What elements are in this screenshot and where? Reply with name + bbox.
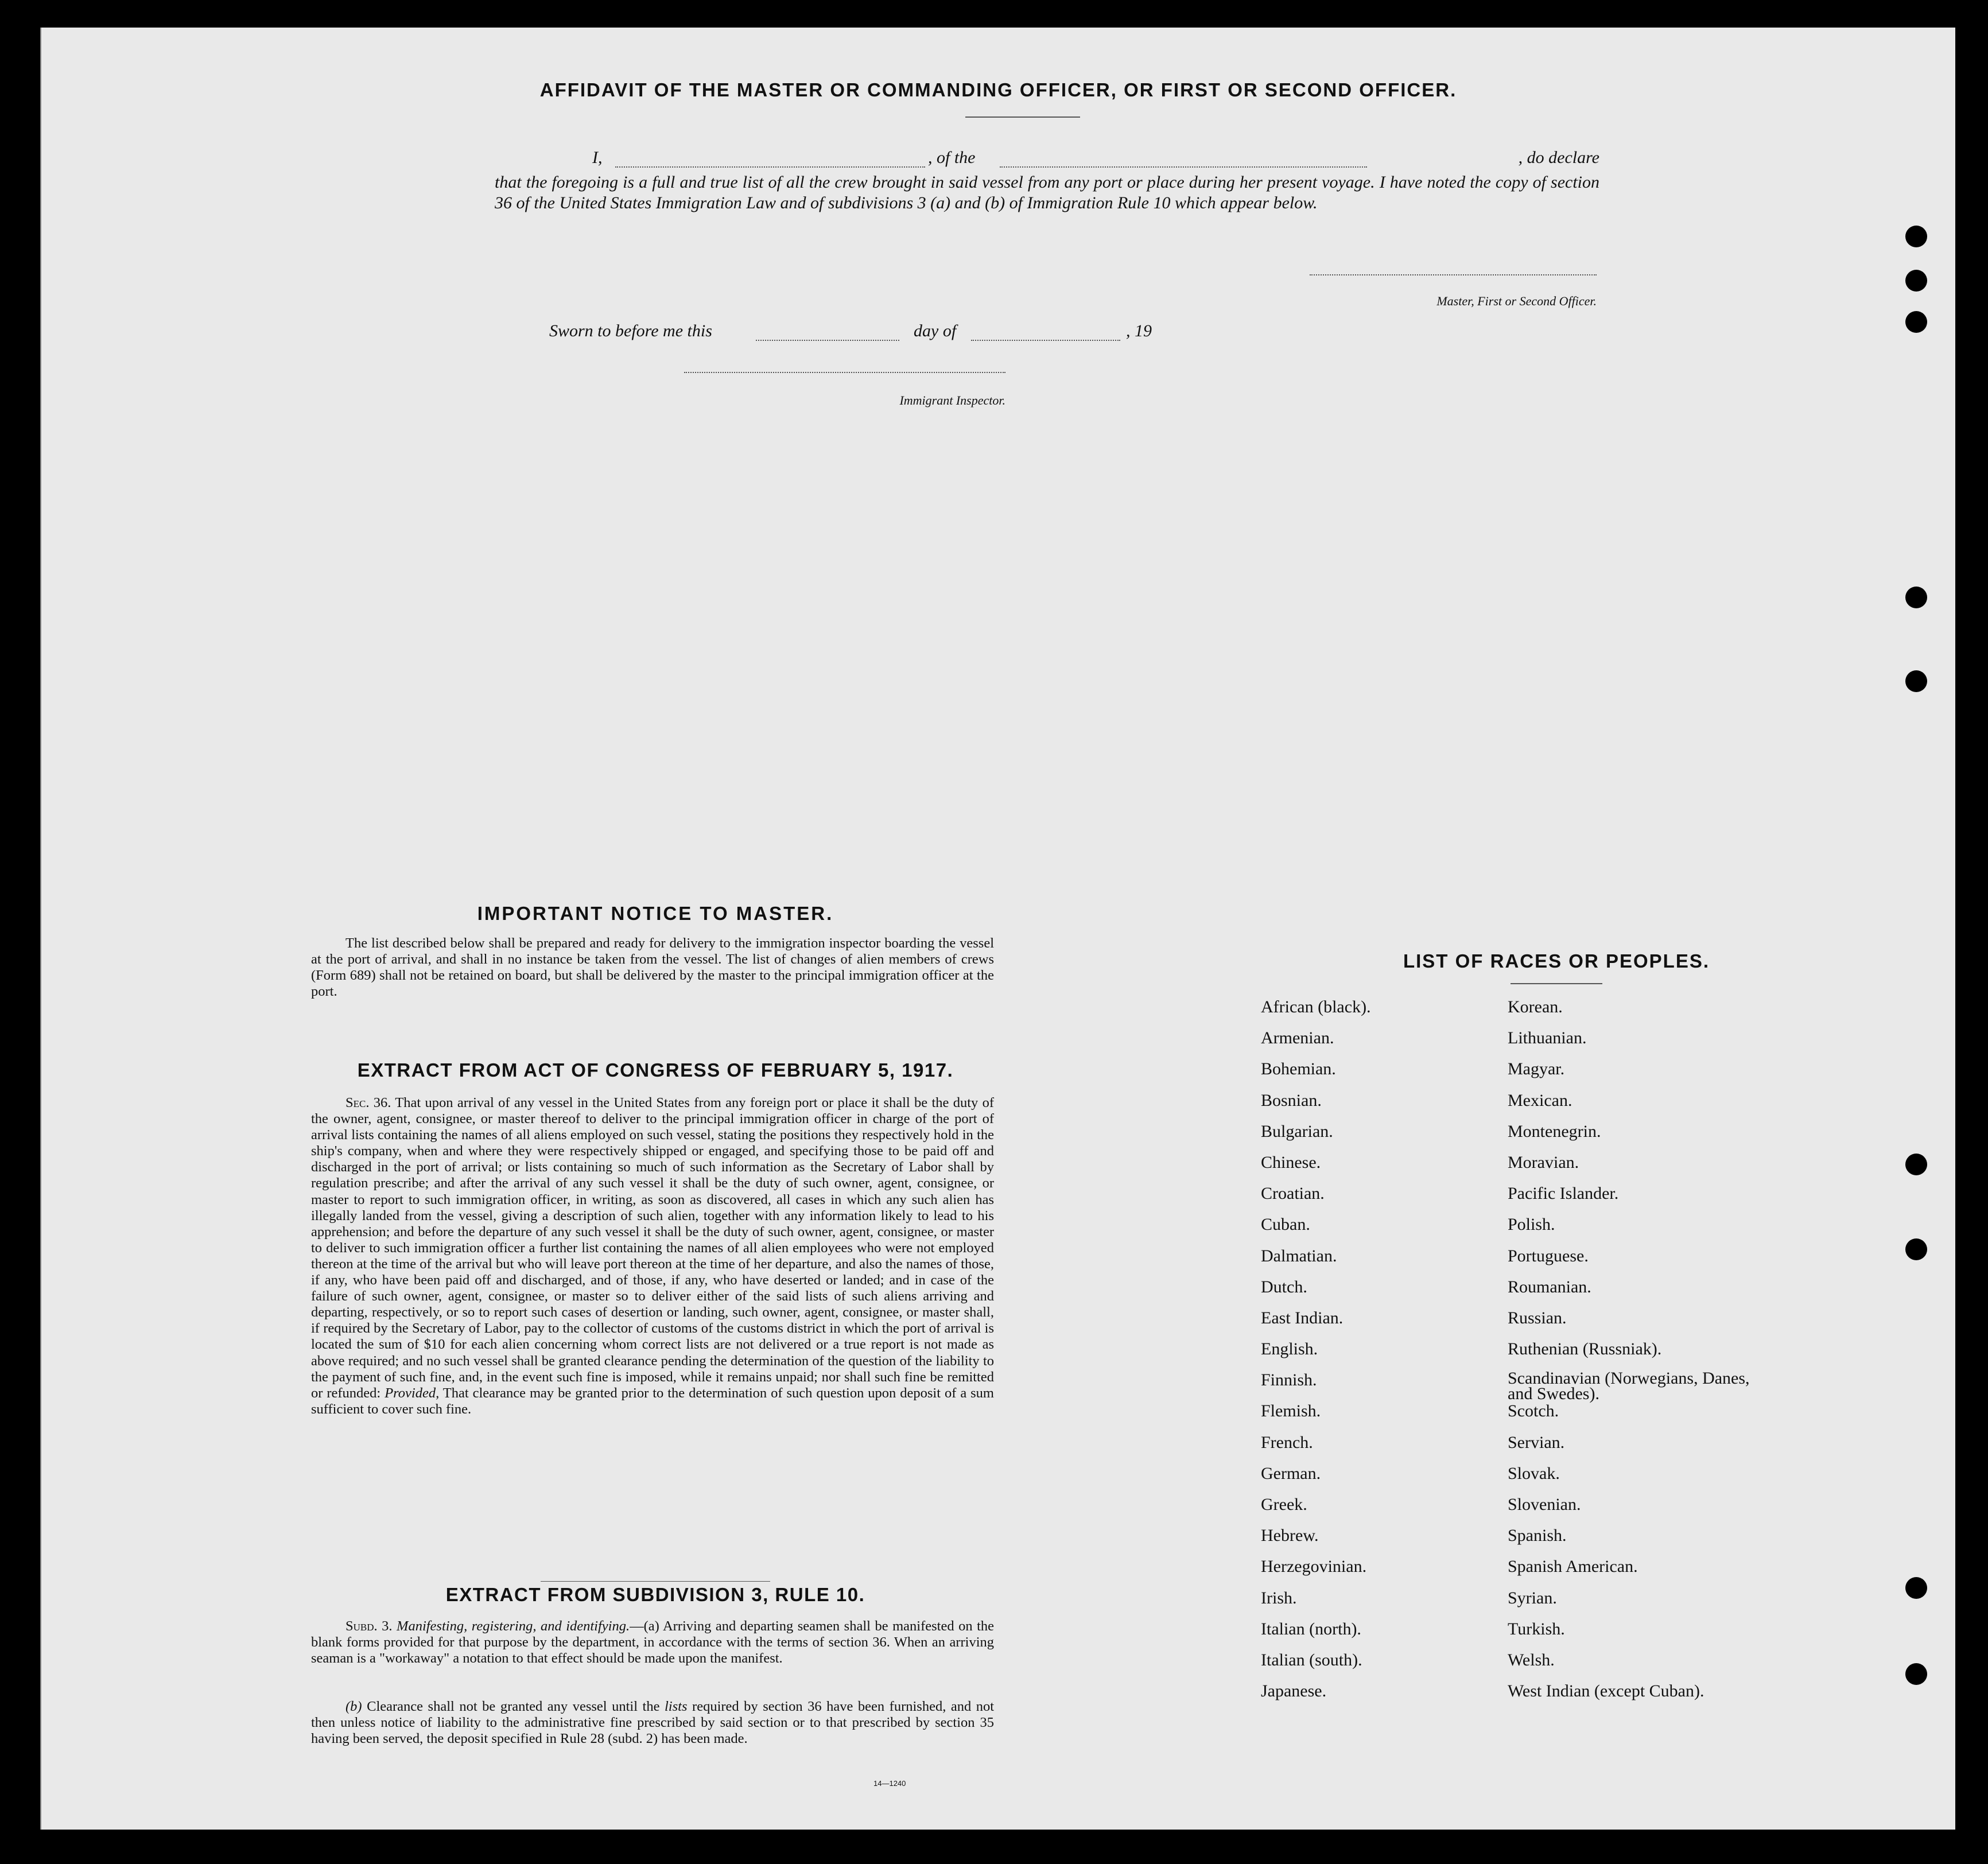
- notice-title: IMPORTANT NOTICE TO MASTER.: [477, 903, 834, 924]
- race-item: English.: [1261, 1339, 1318, 1359]
- divider: [541, 1581, 770, 1582]
- punch-hole: [1905, 226, 1927, 247]
- race-item: Bosnian.: [1261, 1090, 1322, 1110]
- race-item: African (black).: [1261, 997, 1371, 1016]
- punch-hole: [1905, 670, 1927, 692]
- do-declare-label: , do declare: [1518, 148, 1599, 167]
- races-right-column: [1508, 997, 1777, 1712]
- race-item: Turkish.: [1508, 1619, 1565, 1638]
- inspector-caption: Immigrant Inspector.: [899, 393, 1005, 407]
- race-item: Herzegovinian.: [1261, 1557, 1367, 1576]
- race-item: Korean.: [1508, 997, 1563, 1016]
- race-item: Lithuanian.: [1508, 1028, 1587, 1048]
- signature-caption: Master, First or Second Officer.: [1436, 294, 1597, 308]
- affidavit-body: that the foregoing is a full and true list of all the crew brought in said vessel from any port or place during her present voyage. I have noted the copy of section 36 of the United States Immigration Law and of subdivisions 3 (a) and (b) of Immigration Rule 10 which appear below.: [495, 173, 1599, 212]
- race-item: Bohemian.: [1261, 1059, 1336, 1079]
- vessel-field[interactable]: [1000, 166, 1367, 168]
- affidavit-title: AFFIDAVIT OF THE MASTER OR COMMANDING OFFICER, OR FIRST OR SECOND OFFICER.: [539, 79, 1457, 100]
- para-b-lists: lists: [665, 1699, 688, 1714]
- race-item: Armenian.: [1261, 1028, 1334, 1048]
- punch-hole: [1905, 270, 1927, 292]
- sworn-line: [549, 321, 1238, 344]
- race-item: Montenegrin.: [1508, 1121, 1601, 1141]
- race-item: Russian.: [1508, 1308, 1567, 1327]
- race-item: Italian (south).: [1261, 1650, 1362, 1669]
- race-item: Polish.: [1508, 1215, 1555, 1234]
- signature-line[interactable]: [1310, 274, 1597, 275]
- race-item: Magyar.: [1508, 1059, 1565, 1079]
- sworn-day-field[interactable]: [756, 340, 899, 341]
- rule-para-b: [311, 1699, 994, 1747]
- race-item: Moravian.: [1508, 1152, 1579, 1172]
- race-item: French.: [1261, 1432, 1313, 1452]
- extract-rule-title: EXTRACT FROM SUBDIVISION 3, RULE 10.: [445, 1584, 865, 1605]
- para-b-end: required by section 36 have been furnished, and not then unless notice of liability to the administrative fine prescribed by said section or to that prescribed by section 35 having been served, the deposit specified in Rule 28 (subd. 2) has been made.: [311, 1699, 995, 1747]
- race-item: Syrian.: [1508, 1588, 1557, 1607]
- rule-para-a-text: —(a) Arriving and departing seamen shall be manifested on the blank forms provided for that purpose by the department, in accordance with the terms of section 36. When an arriving seaman is a "workaway" a notation to that effect should be made upon the manifest.: [311, 1618, 994, 1667]
- subd-label: Subd. 3.: [345, 1618, 393, 1634]
- race-item: Mexican.: [1508, 1090, 1572, 1110]
- name-field[interactable]: [615, 166, 925, 168]
- race-item: Hebrew.: [1261, 1526, 1319, 1545]
- punch-hole: [1905, 1238, 1927, 1260]
- race-item: Spanish.: [1508, 1526, 1567, 1545]
- race-item: East Indian.: [1261, 1308, 1344, 1327]
- race-item: Croatian.: [1261, 1184, 1325, 1203]
- races-left-column: [1261, 997, 1490, 1712]
- proviso-text: That clearance may be granted prior to the determination of such question upon deposit of a sum sufficient to cover such fine.: [311, 1385, 994, 1417]
- inspector-signature-line[interactable]: [684, 372, 1005, 373]
- para-b-label: (b): [345, 1699, 362, 1714]
- races-title: LIST OF RACES OR PEOPLES.: [1403, 950, 1710, 972]
- rule-para-a: [311, 1618, 994, 1667]
- race-item: Bulgarian.: [1261, 1121, 1333, 1141]
- race-item: Scotch.: [1508, 1401, 1559, 1421]
- race-item: Slovenian.: [1508, 1495, 1581, 1514]
- race-item: Cuban.: [1261, 1215, 1310, 1234]
- declarant-line: [495, 148, 1599, 171]
- punch-hole: [1905, 1663, 1927, 1685]
- race-item: Slovak.: [1508, 1463, 1560, 1483]
- i-label: I,: [592, 148, 603, 167]
- race-item: German.: [1261, 1463, 1321, 1483]
- notice-body: The list described below shall be prepared and ready for delivery to the immigration inspector boarding the vessel at the port of arrival, and shall in no instance be taken from the vessel. The list of changes of alien members of crews (Form 689) shall not be retained on board, but shall be delivered by the master to the principal immigration officer at the port.: [311, 935, 994, 999]
- race-item: Scandinavian (Norwegians, Danes, and Swedes).: [1508, 1369, 1750, 1404]
- punch-hole: [1905, 587, 1927, 608]
- form-number: 14—1240: [873, 1779, 906, 1788]
- race-item: Irish.: [1261, 1588, 1297, 1607]
- race-item: Pacific Islander.: [1508, 1184, 1619, 1203]
- section-label: Sec. 36.: [345, 1095, 391, 1110]
- day-of-label: day of: [914, 321, 957, 340]
- race-item: Servian.: [1508, 1432, 1565, 1452]
- sworn-label: Sworn to before me this: [549, 321, 712, 340]
- race-item: Ruthenian (Russniak).: [1508, 1339, 1662, 1359]
- extract-act-title: EXTRACT FROM ACT OF CONGRESS OF FEBRUARY 5, 1917.: [357, 1059, 954, 1081]
- race-item: Spanish American.: [1508, 1557, 1638, 1576]
- race-item: Flemish.: [1261, 1401, 1321, 1421]
- punch-hole: [1905, 1154, 1927, 1175]
- divider: [965, 116, 1080, 118]
- of-the-label: , of the: [928, 148, 976, 167]
- year-label: , 19: [1126, 321, 1152, 340]
- race-item: Greek.: [1261, 1495, 1307, 1514]
- race-item: Japanese.: [1261, 1682, 1327, 1701]
- extract-act-body: [311, 1095, 994, 1418]
- race-item: Dalmatian.: [1261, 1246, 1337, 1265]
- document-page: [40, 28, 1955, 1830]
- race-item: Dutch.: [1261, 1277, 1307, 1296]
- race-item: Welsh.: [1508, 1650, 1555, 1669]
- punch-hole: [1905, 1577, 1927, 1599]
- punch-hole: [1905, 311, 1927, 333]
- para-b-start: Clearance shall not be granted any vessel until the: [367, 1699, 660, 1714]
- race-item: Chinese.: [1261, 1152, 1321, 1172]
- race-item: Italian (north).: [1261, 1619, 1361, 1638]
- section-text: That upon arrival of any vessel in the United States from any foreign port or place it shall be the duty of the owner, agent, consignee, or master thereof to deliver to the principal immigration officer in charge of the port of arrival lists containing the names of all aliens employed on such vessel, stating the positions they respectively hold in the ship's company, when and where they were respectively shipped or engaged, and specifying those to be paid off and discharged in the port of arrival; or lists containing so much of such information as the Secretary of Labor shall by regulation prescribe; and after the arrival of any such vessel it shall be the duty of such owner, agent, consignee, or master to report to such immigration officer, in writing, as soon as discovered, all cases in which any such alien has illegally landed from the vessel, giving a description of such alien, together with any information likely to lead to his apprehension; and before the departure of any such vessel it shall be the duty of such owner, agent, consignee, or master to deliver to such immigration officer a further list containing the names of all alien employees who were not employed thereon at the time of the arrival but who will leave port thereon at the time of her departure, and also the names of those, if any, who have been paid off and discharged, and of those, if any, who have deserted or landed; and in case of the failure of such owner, agent, consignee, or master so to deliver either of the said lists of such aliens arriving and departing, respectively, or so to report such cases of desertion or landing, such owner, agent, consignee, or master shall, if required by the Secretary of Labor, pay to the collector of customs of the customs district in which the port of arrival is located the sum of $10 for each alien concerning whom correct lists are not delivered or a true report is not made as above required; and no such vessel shall be granted clearance pending the determination of the question of the liability to the payment of such fine, and, in the event such fine is imposed, while it remains unpaid; nor shall such fine be remitted or refunded:: [311, 1095, 995, 1401]
- race-item: Portuguese.: [1508, 1246, 1589, 1265]
- proviso-word: Provided,: [385, 1385, 440, 1401]
- race-item: West Indian (except Cuban).: [1508, 1682, 1704, 1701]
- sworn-month-field[interactable]: [971, 340, 1120, 341]
- race-item: Roumanian.: [1508, 1277, 1591, 1296]
- subd-heading: Manifesting, registering, and identifying.: [397, 1618, 630, 1634]
- race-item: Finnish.: [1261, 1370, 1317, 1390]
- divider: [1511, 983, 1602, 984]
